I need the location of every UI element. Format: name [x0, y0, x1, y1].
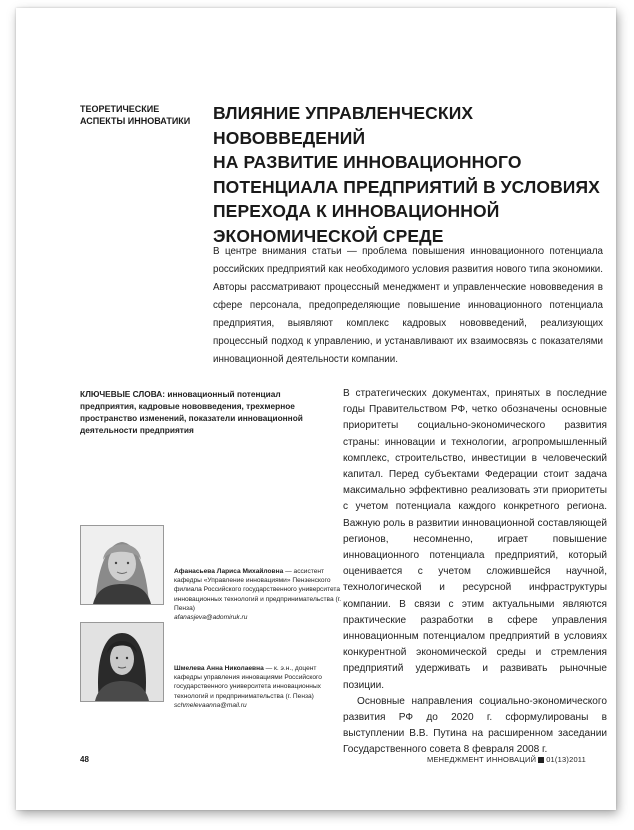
- author-affiliation: — ассистент кафедры «Управление инновациями» Пензенского филиала Российского государственного университета инновационных технологий и предпринимательства (г. Пенза): [174, 568, 342, 612]
- keywords-block: [80, 388, 335, 436]
- page-number: 48: [80, 755, 89, 764]
- author-photo-shmeleva: [80, 622, 164, 702]
- journal-name: МЕНЕДЖМЕНТ ИННОВАЦИЙ: [427, 755, 537, 764]
- author-photo-afanasieva: [80, 525, 164, 605]
- body-paragraph: В стратегических документах, принятых в последние годы Правительством РФ, четко обозначены основные приоритеты социально-экономического развития страны: инновации и технологии, агропромышленный комплекс, строительство, инвестиции в человеческий капитал. Перед субъектами Федерации стоит задача максимально эффективно реализовать эти приоритеты с учетом потенциала каждого конкретного региона. Важную роль в развитии инновационной составляющей регионов, несомненно, играет повышение инновационного потенциала предприятий, который оценивается с учетом сложившейся научной, технологической и ресурсной инфраструктуры компании. В связи с этим актуальными являются практические разработки в сфере управления инновационным потенциалом предприятий в условиях конкурентной экономической среды и стремления предприятий удерживать и развивать рыночные позиции.: [343, 388, 607, 691]
- portrait-icon: [81, 526, 163, 604]
- title-line: ВЛИЯНИЕ УПРАВЛЕНЧЕСКИХ НОВОВВЕДЕНИЙ: [213, 103, 474, 148]
- section-label-line1: ТЕОРЕТИЧЕСКИЕ: [80, 104, 160, 114]
- section-label-line2: АСПЕКТЫ ИННОВАТИКИ: [80, 116, 191, 126]
- title-line: ПЕРЕХОДА К ИННОВАЦИОННОЙ: [213, 201, 500, 221]
- author-name: Афанасьева Лариса Михайловна: [174, 568, 284, 575]
- article-body: [343, 386, 607, 759]
- author-info-shmeleva: [174, 664, 342, 710]
- author-email: schmelevaanna@mail.ru: [174, 701, 247, 709]
- author-email: afanasjeva@adomiruk.ru: [174, 614, 248, 622]
- keywords-text: инновационный потенциал предприятия, кадровые нововведения, трехмерное пространство изменений, показатели инновационной деятельности предприятия: [80, 389, 303, 435]
- title-line: ПОТЕНЦИАЛА ПРЕДПРИЯТИЙ В УСЛОВИЯХ: [213, 176, 600, 197]
- author-name: Шмелева Анна Николаевна: [174, 665, 264, 672]
- journal-page: [16, 8, 616, 810]
- journal-issue: 01(13)2011: [546, 755, 586, 764]
- portrait-icon: [81, 623, 163, 701]
- author-info-afanasieva: [174, 567, 342, 622]
- journal-footer: [427, 755, 586, 764]
- section-label: [80, 103, 200, 127]
- article-abstract: В центре внимания статьи — проблема повышения инновационного потенциала российских предприятий как необходимого условия развития нового типа экономики. Авторы рассматривают процессный менеджмент и управленческие нововведения в сфере персонала, предопределяющие повышение инновационного потенциала предприятия, выявляют комплекс кадровых нововведений, реализующих процессный подход к управлению, и устанавливают их взаимосвязь с показателями инновационной деятельности компании.: [213, 246, 603, 365]
- body-paragraph: Основные направления социально-экономического развития РФ до 2020 г. сформулированы в выступлении В.В. Путина на расширенном заседании Государственного совета 8 февраля 2008 г.: [343, 695, 607, 756]
- author-affiliation: — к. э.н., доцент кафедры управления инновациями Российского государственного университета инновационных технологий и предпринимательства (г. Пенза): [174, 665, 322, 700]
- article-title: [213, 101, 613, 248]
- keywords-label: КЛЮЧЕВЫЕ СЛОВА:: [80, 389, 166, 399]
- square-bullet-icon: [538, 757, 544, 763]
- title-line: ЭКОНОМИЧЕСКОЙ СРЕДЕ: [213, 225, 444, 246]
- title-line: НА РАЗВИТИЕ ИННОВАЦИОННОГО: [213, 152, 522, 172]
